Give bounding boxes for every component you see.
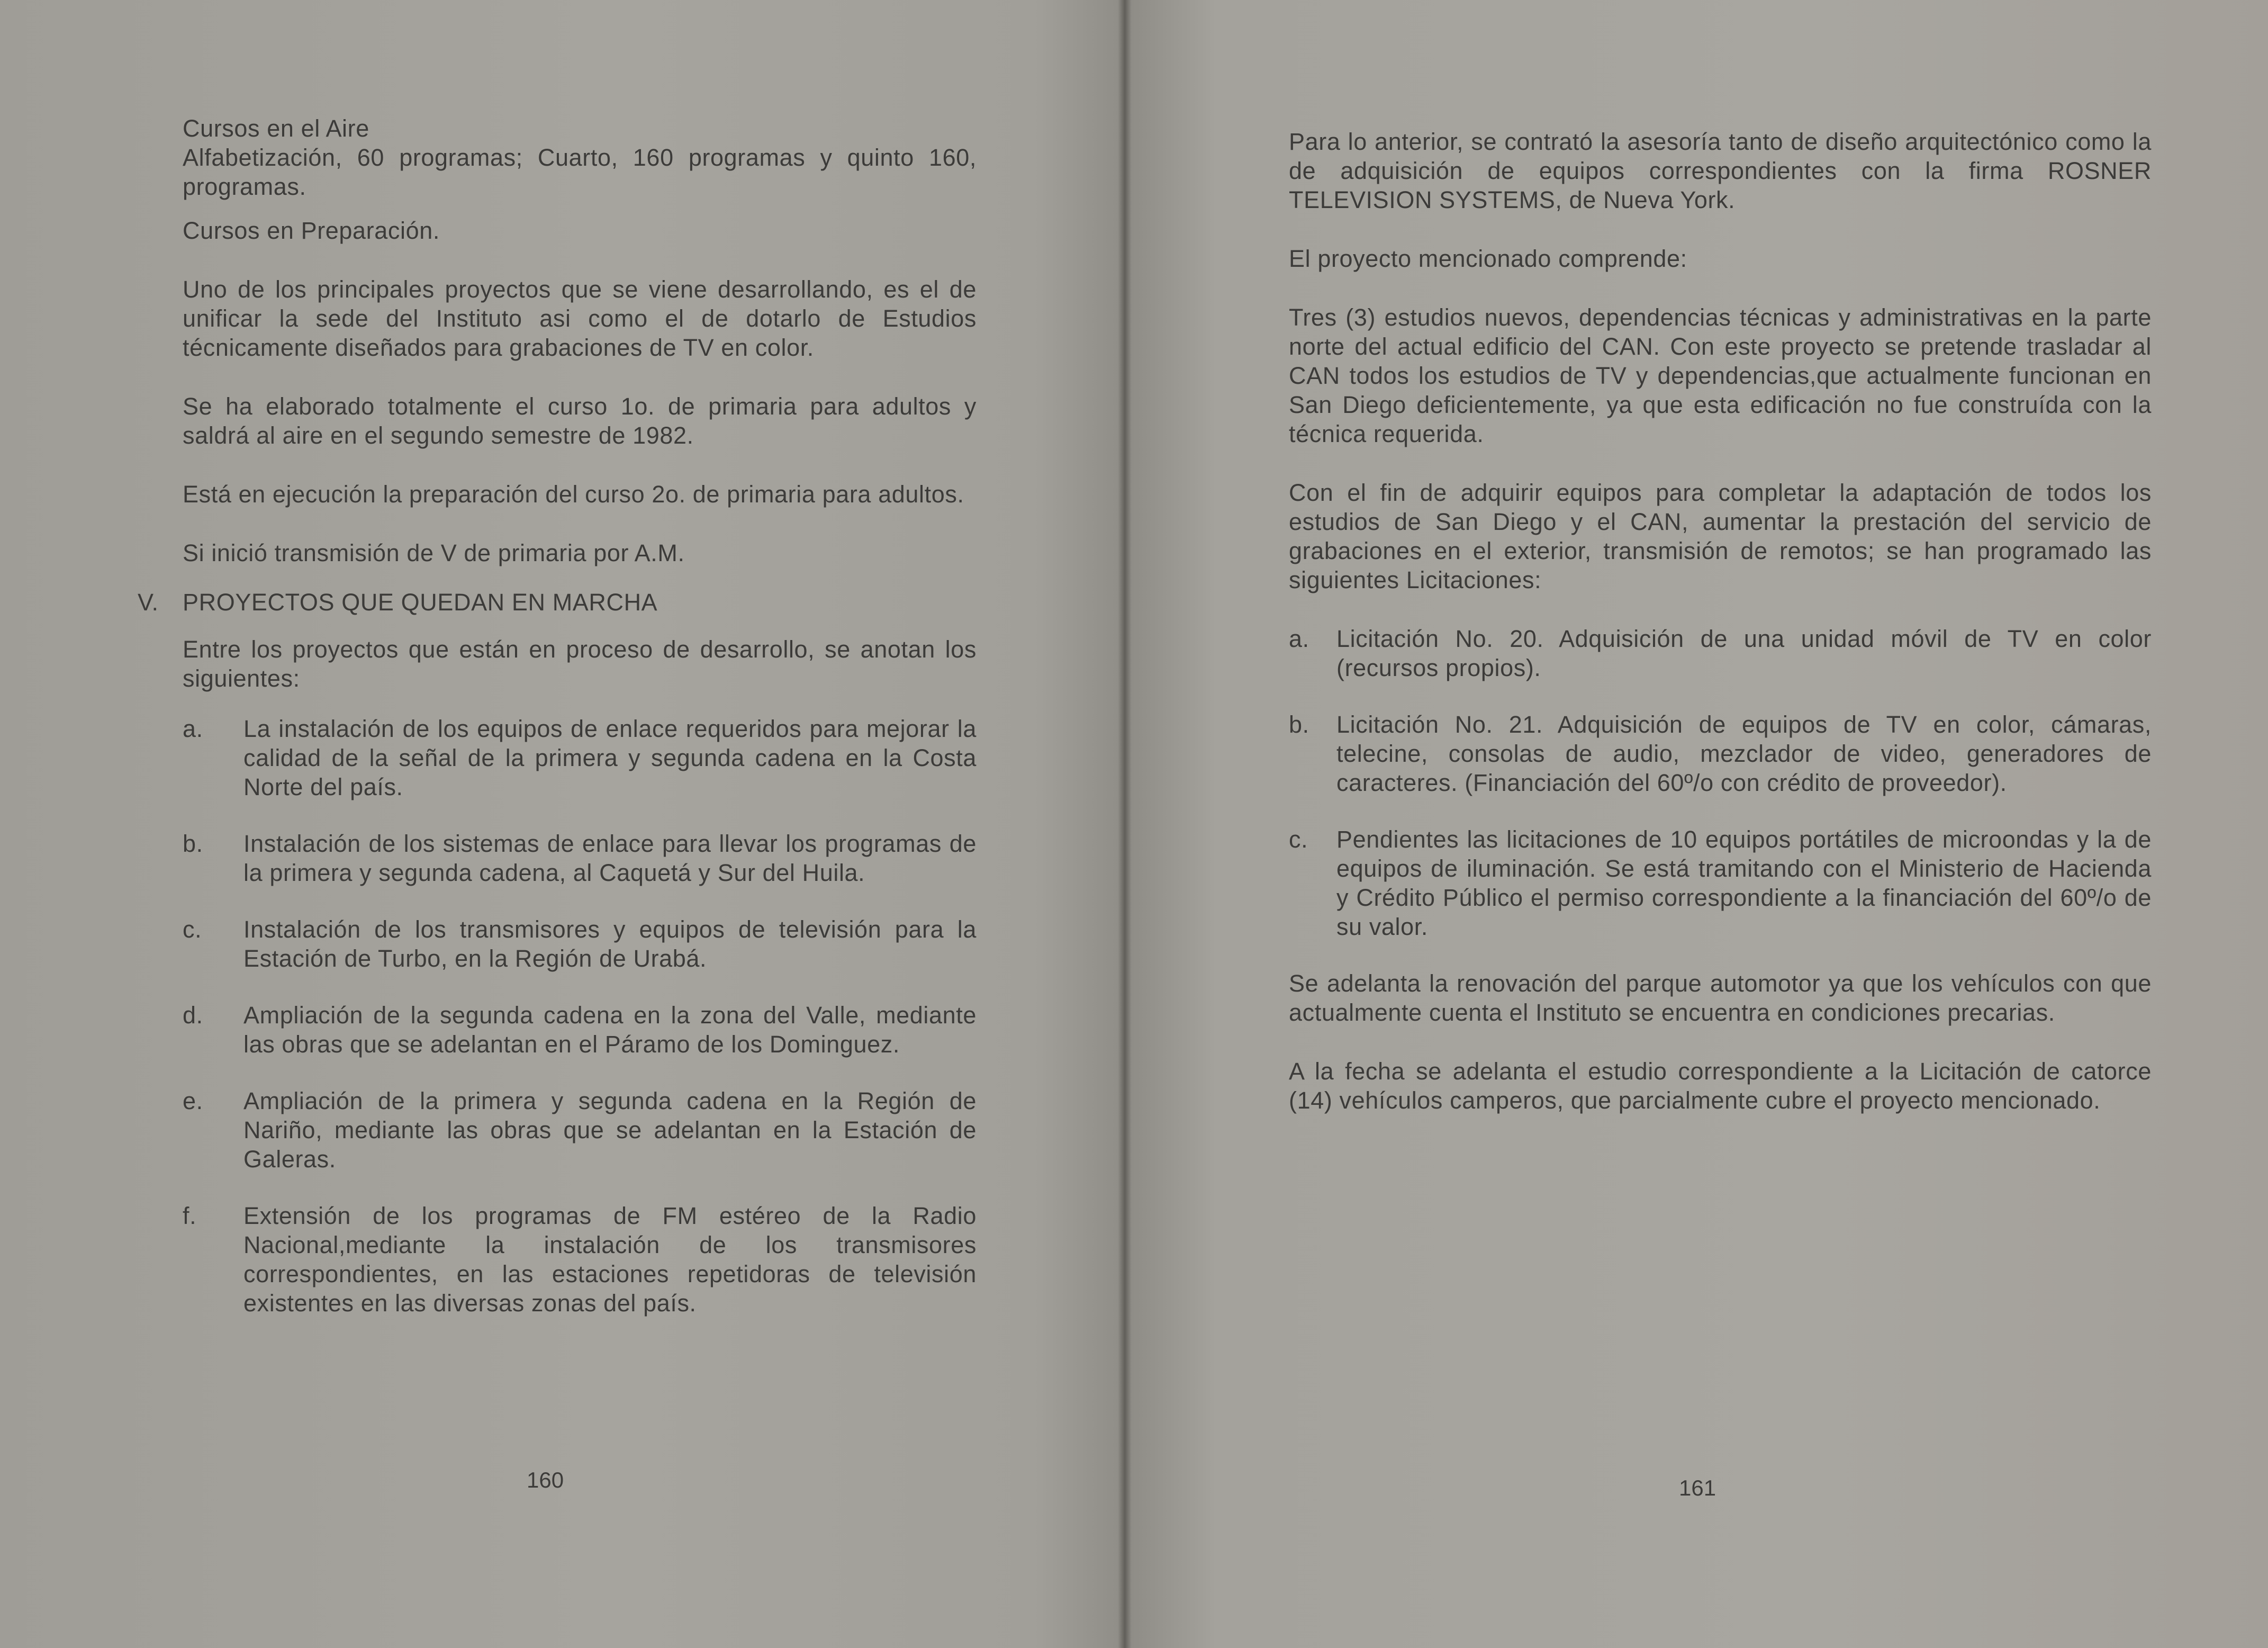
right-page xyxy=(1125,0,2268,1648)
paragraph: Uno de los principales proyectos que se viene desarrollando, es el de unificar la sede del Instituto asi como el de dotarlo de Estudios técnicamente diseñados para grabaciones de TV en color. xyxy=(183,276,977,361)
list-item-text: La instalación de los equipos de enlace requeridos para mejorar la calidad de la señal de la primera y segunda cadena en la Costa Norte del país. xyxy=(243,715,977,800)
right-page-body xyxy=(1289,127,2152,1145)
paragraph: Tres (3) estudios nuevos, dependencias técnicas y administrativas en la parte norte del actual edificio del CAN. Con este proyecto se pretende trasladar al CAN todos los estudios de TV y dependencias,que actualmente funcionan en San Diego deficientemente, ya que esta edificación no fue construída con la técnica requerida. xyxy=(1289,304,2152,447)
list-marker: f. xyxy=(183,1202,197,1229)
list-item xyxy=(183,1201,977,1318)
list-item xyxy=(183,1086,977,1174)
list-item-text: Instalación de los sistemas de enlace para llevar los programas de la primera y segunda cadena, al Caquetá y Sur del Huila. xyxy=(243,830,977,886)
list-item-text: Pendientes las licitaciones de 10 equipos portátiles de microondas y la de equipos de iluminación. Se está tramitando con el Ministerio de Hacienda y Crédito Público el permiso correspondiente a la financiación del 60º/o de su valor. xyxy=(1336,826,2152,940)
paragraph: Cursos en Preparación. xyxy=(183,217,440,244)
list-item-text: Extensión de los programas de FM estéreo de la Radio Nacional,mediante la instalación de los transmisores correspondientes, en las estaciones repetidoras de televisión existentes en las diversas zonas del país. xyxy=(243,1202,977,1317)
list-item xyxy=(183,714,977,802)
page-number: 161 xyxy=(1679,1475,1716,1500)
list-marker: a. xyxy=(183,715,203,742)
list-item-text: Licitación No. 21. Adquisición de equipos de TV en color, cámaras, telecine, consolas de audio, mezclador de video, generadores de caracteres. (Financiación del 60º/o con crédito de proveedor). xyxy=(1336,711,2152,796)
list-marker: d. xyxy=(183,1002,203,1029)
list-item xyxy=(1289,624,2152,682)
list-item xyxy=(1289,825,2152,941)
paragraph: Está en ejecución la preparación del curso 2o. de primaria para adultos. xyxy=(183,481,964,508)
book-spine xyxy=(1118,0,1132,1648)
section-intro: Entre los proyectos que están en proceso de desarrollo, se anotan los siguientes: xyxy=(183,636,977,692)
list-item-text: Instalación de los transmisores y equipos de televisión para la Estación de Turbo, en la Región de Urabá. xyxy=(243,916,977,972)
left-page xyxy=(0,0,1125,1648)
intro-block xyxy=(183,114,977,201)
list-marker: c. xyxy=(183,916,202,943)
paragraph: Se ha elaborado totalmente el curso 1o. de primaria para adultos y saldrá al aire en el segundo semestre de 1982. xyxy=(183,393,977,449)
list-marker: b. xyxy=(1289,711,1309,738)
list-item xyxy=(183,915,977,973)
list-item xyxy=(183,1001,977,1059)
left-page-body xyxy=(138,114,977,1345)
list-item-text: Ampliación de la primera y segunda cadena en la Región de Nariño, mediante las obras que se adelantan en la Estación de Galeras. xyxy=(243,1087,977,1173)
paragraph: A la fecha se adelanta el estudio correspondiente a la Licitación de catorce (14) vehículos camperos, que parcialmente cubre el proyecto mencionado. xyxy=(1289,1058,2152,1114)
list-marker: c. xyxy=(1289,826,1308,853)
list-item-text: Licitación No. 20. Adquisición de una unidad móvil de TV en color (recursos propios). xyxy=(1336,625,2152,681)
list-marker: a. xyxy=(1289,625,1309,652)
paragraph: Para lo anterior, se contrató la asesoría tanto de diseño arquitectónico como la de adquisición de equipos correspondientes con la firma ROSNER TELEVISION SYSTEMS, de Nueva York. xyxy=(1289,128,2152,213)
list-marker: b. xyxy=(183,830,203,857)
paragraph: Se adelanta la renovación del parque automotor ya que los vehículos con que actualmente cuenta el Instituto se encuentra en condiciones precarias. xyxy=(1289,970,2152,1026)
intro-heading: Cursos en el Aire xyxy=(183,115,369,142)
paragraph: Si inició transmisión de V de primaria por A.M. xyxy=(183,539,685,566)
paragraph: El proyecto mencionado comprende: xyxy=(1289,245,1687,272)
intro-line: Alfabetización, 60 programas; Cuarto, 160 programas y quinto 160, programas. xyxy=(183,144,977,200)
list-item xyxy=(1289,710,2152,797)
paragraph: Con el fin de adquirir equipos para completar la adaptación de todos los estudios de San Diego y el CAN, aumentar la prestación del servicio de grabaciones en el exterior, transmisión de remotos; se han programado las siguientes Licitaciones: xyxy=(1289,479,2152,593)
section-title: PROYECTOS QUE QUEDAN EN MARCHA xyxy=(183,589,658,616)
section-number: V. xyxy=(138,589,159,616)
section-heading xyxy=(138,588,977,617)
list-marker: e. xyxy=(183,1087,203,1114)
list-item-text: Ampliación de la segunda cadena en la zona del Valle, mediante las obras que se adelantan en el Páramo de los Dominguez. xyxy=(243,1002,977,1058)
page-number: 160 xyxy=(527,1467,564,1492)
list-item xyxy=(183,829,977,887)
